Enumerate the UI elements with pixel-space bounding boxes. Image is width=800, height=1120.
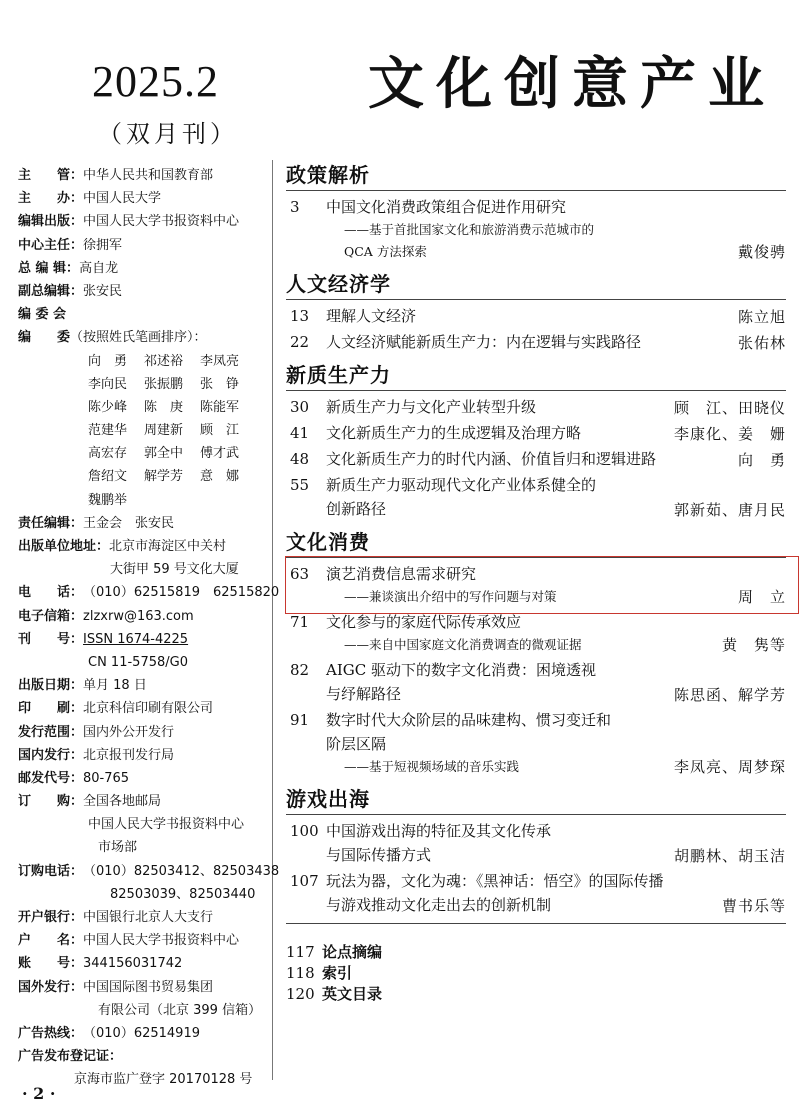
meta-label: 副总编辑： <box>18 283 84 299</box>
meta-row: 订购电话： （010）82503412、82503438 <box>18 863 280 879</box>
entry-author: 曹书乐等 <box>721 897 786 915</box>
meta-label: 中心主任： <box>18 237 84 253</box>
meta-row: 责任编辑： 王金会 张安民 <box>18 515 175 531</box>
entry-author: 周 立 <box>737 588 786 606</box>
entry-subtitle: QCA 方法探索 <box>344 244 427 259</box>
entry-title: 玩法为器，文化为魂：《黑神话：悟空》的国际传播 <box>326 872 664 890</box>
toc-section <box>286 269 786 354</box>
toc-entry[interactable] <box>286 304 786 328</box>
meta-row <box>18 234 268 257</box>
meta-continuation: 京海市监广登字 20170128 号 <box>74 1072 253 1088</box>
entry-page: 3 <box>290 198 300 216</box>
entry-page: 30 <box>290 398 310 416</box>
meta-row: 户 名： 中国人民大学书报资料中心 <box>18 933 240 949</box>
committee-row: 李向民 张振鹏 张 铮 <box>88 376 240 392</box>
meta-row: 出版日期： 单月 18 日 <box>18 678 147 694</box>
meta-row: 国内发行： 北京报刊发行局 <box>18 747 175 763</box>
highlight-box <box>285 556 799 614</box>
toc-entry[interactable] <box>286 421 786 445</box>
section-divider <box>286 923 786 942</box>
entry-author: 胡鹏林、胡玉洁 <box>673 847 786 865</box>
toc-entry[interactable] <box>286 869 786 917</box>
meta-row: 开户银行： 中国银行北京人大支行 <box>18 910 214 925</box>
entry-author: 黄 隽等 <box>721 636 786 654</box>
entry-title: 中国文化消费政策组合促进作用研究 <box>326 198 567 216</box>
meta-label: 编 委 <box>18 330 71 346</box>
toc-entry[interactable] <box>286 473 786 521</box>
entry-subtitle: ——基于首批国家文化和旅游消费示范城市的 <box>344 222 595 237</box>
toc-section <box>286 360 786 521</box>
issue-number: 2025.2 <box>92 57 219 106</box>
entry-title: 人文经济赋能新质生产力：内在逻辑与实践路径 <box>326 333 642 351</box>
entry-title-cont: 与纾解路径 <box>326 685 402 703</box>
meta-row: 账 号： 344156031742 <box>18 956 183 972</box>
entry-author: 戴俊骋 <box>737 243 786 261</box>
meta-continuation: 有限公司（北京 399 信箱） <box>98 1002 262 1018</box>
meta-row: 订 购： 全国各地邮局 <box>18 794 162 810</box>
meta-value: 中国人民大学书报资料中心 <box>83 214 240 230</box>
toc-tail-entry[interactable]: 118 索引 <box>286 964 353 982</box>
entry-page: 63 <box>290 565 310 583</box>
magazine-title: 文化创意产业 <box>368 52 776 117</box>
entry-title: 理解人文经济 <box>326 307 417 325</box>
entry-page: 91 <box>290 711 310 729</box>
meta-continuation: 大街甲 59 号文化大厦 <box>110 562 239 578</box>
entry-author: 李康化、姜 姗 <box>673 425 786 443</box>
meta-row <box>18 280 268 303</box>
committee-row: 陈少峰 陈 庚 陈能军 <box>88 399 240 415</box>
meta-row: 广告发布登记证： <box>18 1049 123 1065</box>
meta-label: 编辑出版： <box>18 214 84 230</box>
meta-row: 电 话： （010）62515819 62515820 <box>18 585 280 601</box>
meta-row: 国外发行： 中国国际图书贸易集团 <box>18 979 214 995</box>
entry-title: 文化参与的家庭代际传承效应 <box>326 613 522 631</box>
entry-author: 陈立旭 <box>737 308 786 326</box>
toc-tail-entry[interactable]: 120 英文目录 <box>286 985 383 1003</box>
meta-value: 张安民 <box>83 283 123 299</box>
toc-entry[interactable] <box>286 819 786 867</box>
meta-row <box>18 187 268 210</box>
entry-title: 新质生产力与文化产业转型升级 <box>326 398 537 416</box>
committee-row: 詹绍文 解学芳 意 娜 <box>88 469 240 485</box>
meta-row: 电子信箱： zlzxrw@163.com <box>18 608 194 624</box>
entry-author: 李凤亮、周梦琛 <box>673 758 786 776</box>
meta-row: 印 刷： 北京科信印刷有限公司 <box>18 701 214 717</box>
meta-value: 中华人民共和国教育部 <box>83 168 214 183</box>
entry-title: 新质生产力驱动现代文化产业体系健全的 <box>326 476 597 494</box>
entry-title-cont: 创新路径 <box>326 500 387 518</box>
entry-title-cont: 与游戏推动文化走出去的创新机制 <box>326 896 552 914</box>
entry-subtitle: ——基于短视频场域的音乐实践 <box>344 759 520 774</box>
meta-row: 刊 号： ISSN 1674-4225 <box>18 631 189 647</box>
meta-label: 主 管： <box>18 168 84 183</box>
section-heading: 文化消费 <box>286 527 786 558</box>
meta-label: 主 办： <box>18 191 84 207</box>
entry-page: 13 <box>290 307 310 325</box>
page-number: · 2 · <box>22 1084 56 1103</box>
toc-entry[interactable] <box>286 658 786 706</box>
section-heading: 政策解析 <box>286 160 786 191</box>
meta-row: 出版单位地址： 北京市海淀区中关村 <box>18 539 227 554</box>
section-heading: 新质生产力 <box>286 360 786 391</box>
section-heading: 人文经济学 <box>286 269 786 300</box>
entry-author: 陈思函、解学芳 <box>673 686 786 704</box>
entry-title-cont: 与国际传播方式 <box>326 846 432 864</box>
entry-title: 文化新质生产力的时代内涵、价值旨归和逻辑进路 <box>326 450 657 468</box>
entry-title: 演艺消费信息需求研究 <box>326 565 477 583</box>
entry-title: AIGC 驱动下的数字文化消费：困境透视 <box>326 661 596 679</box>
meta-row <box>18 164 268 187</box>
meta-value: 中国人民大学 <box>83 191 162 207</box>
meta-row: 广告热线： （010）62514919 <box>18 1025 200 1041</box>
entry-author: 向 勇 <box>737 451 786 469</box>
entry-subtitle: ——兼谈演出介绍中的写作问题与对策 <box>344 589 557 604</box>
masthead-info <box>18 164 280 1092</box>
entry-author: 张佑林 <box>737 334 786 352</box>
committee-row: 范建华 周建新 顾 江 <box>88 423 240 439</box>
meta-continuation: CN 11-5758/G0 <box>88 654 188 670</box>
meta-row: 发行范围： 国内外公开发行 <box>18 724 175 740</box>
entry-page: 82 <box>290 661 310 679</box>
toc-section <box>286 784 786 917</box>
column-divider <box>272 160 273 1080</box>
entry-title-cont: 阶层区隔 <box>326 735 387 753</box>
entry-page: 41 <box>290 424 310 442</box>
committee-row: 向 勇 祁述裕 李凤亮 <box>88 353 240 369</box>
meta-row <box>18 210 268 233</box>
entry-subtitle: ——来自中国家庭文化消费调查的微观证据 <box>344 637 582 652</box>
toc-tail-entry[interactable]: 117 论点摘编 <box>286 943 383 961</box>
meta-label: 编 委 会 <box>18 307 67 323</box>
meta-row <box>18 303 268 326</box>
entry-title: 中国游戏出海的特征及其文化传承 <box>326 822 552 840</box>
entry-page: 48 <box>290 450 310 468</box>
toc-entry[interactable] <box>286 447 786 471</box>
meta-row: 邮发代号： 80-765 <box>18 770 130 786</box>
entry-author: 郭新茹、唐月民 <box>673 501 786 519</box>
toc-section <box>286 160 786 263</box>
entry-page: 71 <box>290 613 310 631</box>
toc-entry[interactable] <box>286 330 786 354</box>
entry-title: 数字时代大众阶层的品味建构、惯习变迁和 <box>326 711 612 729</box>
entry-page: 100 <box>290 822 319 840</box>
toc-entry[interactable] <box>286 610 786 656</box>
meta-row <box>18 257 268 280</box>
meta-continuation: 中国人民大学书报资料中心 <box>88 817 245 833</box>
entry-page: 107 <box>290 872 319 890</box>
meta-label: 总 编 辑： <box>18 260 80 276</box>
meta-continuation: 市场部 <box>98 840 138 856</box>
meta-row <box>18 326 268 349</box>
toc-entry[interactable] <box>286 195 786 263</box>
committee-row: 魏鹏举 <box>88 492 128 508</box>
entry-title: 文化新质生产力的生成逻辑及治理方略 <box>326 424 582 442</box>
entry-author: 顾 江、田晓仪 <box>673 399 786 417</box>
meta-continuation: 82503039、82503440 <box>110 886 256 902</box>
toc-entry[interactable] <box>286 708 786 778</box>
meta-value: 高自龙 <box>79 260 119 276</box>
committee-row: 高宏存 郭全中 傅才武 <box>88 446 240 462</box>
entry-page: 22 <box>290 333 310 351</box>
frequency-label: （双月刊） <box>98 120 238 148</box>
meta-value: （按照姓氏笔画排序）： <box>70 330 207 346</box>
entry-page: 55 <box>290 476 310 494</box>
toc-entry[interactable] <box>286 395 786 419</box>
section-heading: 游戏出海 <box>286 784 786 815</box>
meta-value: 徐拥军 <box>83 237 123 253</box>
